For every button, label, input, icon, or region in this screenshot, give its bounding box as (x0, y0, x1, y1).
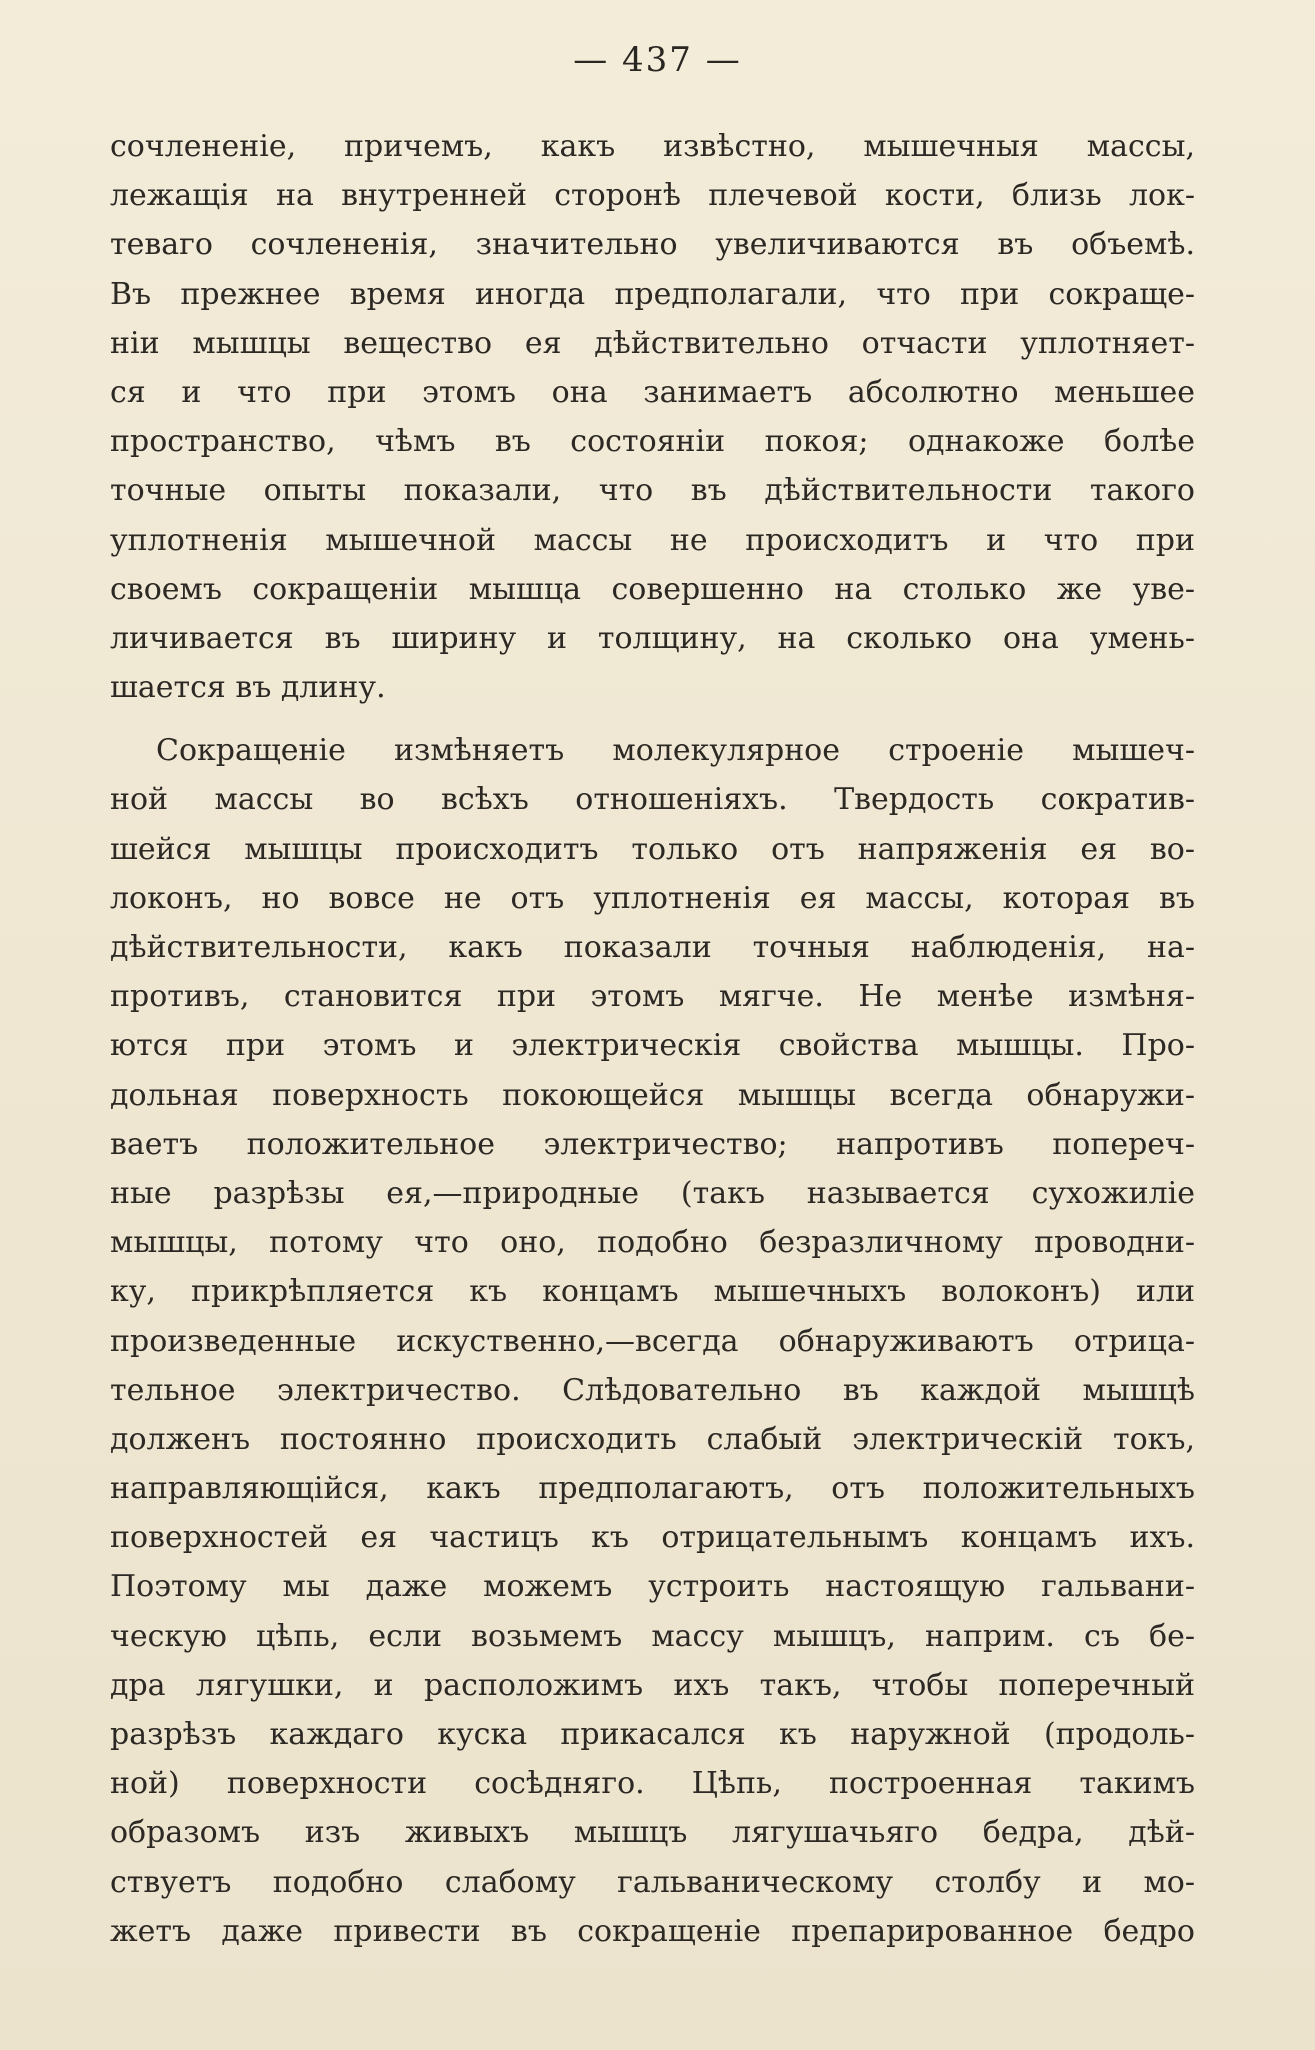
text-line: направляющійся, какъ предполагаютъ, отъ положительныхъ (110, 1471, 1195, 1507)
text-line: точные опыты показали, что въ дѣйствительности такого (110, 473, 1195, 509)
text-line: теваго сочлененія, значительно увеличиваются въ объемѣ. (110, 227, 1195, 263)
text-line: дольная поверхность покоющейся мышцы всегда обнаружи- (110, 1077, 1195, 1113)
text-line: лежащія на внутренней сторонѣ плечевой кости, близь лок- (110, 178, 1195, 214)
paragraph (110, 726, 1195, 1956)
text-line: ку, прикрѣпляется къ концамъ мышечныхъ волоконъ) или (110, 1274, 1195, 1310)
text-line: шейся мышцы происходитъ только отъ напряженія ея во- (110, 831, 1195, 867)
text-line: образомъ изъ живыхъ мышцъ лягушачьяго бедра, дѣй- (110, 1815, 1195, 1851)
text-line: Въ прежнее время иногда предполагали, что при сокраще- (110, 276, 1195, 312)
text-line: пространство, чѣмъ въ состояніи покоя; однакоже болѣе (110, 424, 1195, 460)
text-line: поверхностей ея частицъ къ отрицательнымъ концамъ ихъ. (110, 1520, 1195, 1556)
text-line: Сокращеніе измѣняетъ молекулярное строеніе мышеч- (156, 733, 1195, 769)
text-line: ческую цѣпь, если возьмемъ массу мышцъ, наприм. съ бе- (110, 1618, 1195, 1654)
text-line: произведенные искуственно,—всегда обнаруживаютъ отрица- (110, 1323, 1195, 1359)
text-line: сочлененіе, причемъ, какъ извѣстно, мышечныя массы, (110, 129, 1195, 164)
text-line: ной массы во всѣхъ отношеніяхъ. Твердость сократив- (110, 782, 1195, 818)
text-line: Поэтому мы даже можемъ устроить настоящую гальвани- (110, 1569, 1195, 1605)
text-line: своемъ сокращеніи мышца совершенно на столько же уве- (110, 571, 1195, 607)
text-line: противъ, становится при этомъ мягче. Не менѣе измѣня- (110, 979, 1195, 1015)
text-line: дра лягушки, и расположимъ ихъ такъ, чтобы поперечный (110, 1667, 1195, 1703)
text-line: ніи мышцы вещество ея дѣйствительно отчасти уплотняет- (110, 325, 1195, 361)
text-line: личивается въ ширину и толщину, на сколько она умень- (110, 620, 1195, 656)
text-line: жетъ даже привести въ сокращеніе препарированное бедро (110, 1913, 1195, 1949)
paragraph-gap (110, 712, 1195, 726)
paragraph (110, 122, 1195, 712)
text-line: тельное электричество. Слѣдовательно въ каждой мышцѣ (110, 1372, 1195, 1408)
body-text (110, 122, 1195, 1956)
text-line: ствуетъ подобно слабому гальваническому столбу и мо- (110, 1864, 1195, 1900)
text-line: мышцы, потому что оно, подобно безразличному проводни- (110, 1225, 1195, 1261)
text-line: уплотненія мышечной массы не происходитъ и что при (110, 522, 1195, 558)
text-line: ваетъ положительное электричество; напротивъ попереч- (110, 1126, 1195, 1162)
page-number: — 437 — (573, 40, 742, 80)
text-line: ются при этомъ и электрическія свойства мышцы. Про- (110, 1028, 1195, 1064)
text-line: дѣйствительности, какъ показали точныя наблюденія, на- (110, 930, 1195, 965)
text-line: долженъ постоянно происходить слабый электрическій токъ, (110, 1421, 1195, 1457)
text-line: локонъ, но вовсе не отъ уплотненія ея массы, которая въ (110, 880, 1195, 916)
text-line: ные разрѣзы ея,—природные (такъ называется сухожиліе (110, 1175, 1195, 1211)
text-line: ной) поверхности сосѣдняго. Цѣпь, построенная такимъ (110, 1766, 1195, 1802)
text-line: разрѣзъ каждаго куска прикасался къ наружной (продоль- (110, 1717, 1195, 1752)
text-line: ся и что при этомъ она занимаетъ абсолютно меньшее (110, 374, 1195, 410)
text-line: шается въ длину. (110, 670, 386, 706)
